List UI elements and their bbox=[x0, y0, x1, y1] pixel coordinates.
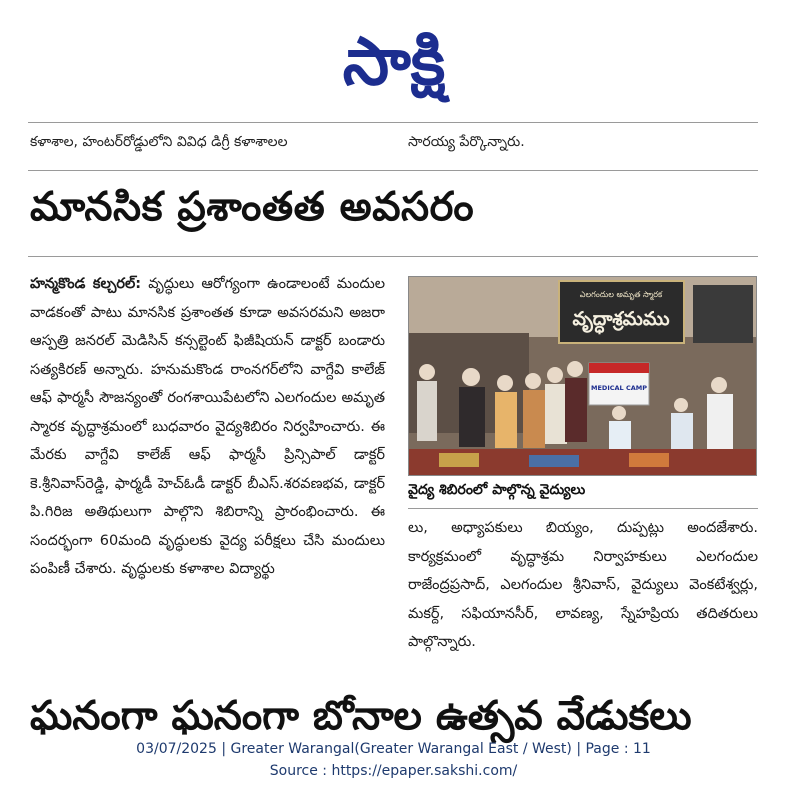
sakshi-logo-icon bbox=[294, 18, 494, 102]
next-headline-text: ఘనంగా ఘనంగా బోనాల ఉత్సవ వేడుకలు bbox=[30, 693, 692, 739]
photo-banner-subtext: ఎలగందుల అమృత స్మారక bbox=[579, 290, 663, 299]
photo-sign-text: MEDICAL CAMP bbox=[591, 384, 647, 392]
medical-camp-photo-icon bbox=[409, 277, 756, 475]
next-headline-fragment bbox=[30, 693, 760, 739]
body-divider bbox=[28, 256, 758, 257]
footer-source: Source : https://epaper.sakshi.com/ bbox=[269, 763, 518, 779]
header-divider bbox=[28, 122, 758, 123]
top-strip-right: సారయ్య పేర్కొన్నారు. bbox=[408, 134, 525, 150]
body-left-text: వృద్ధులు ఆరోగ్యంగా ఉండాలంటే మందుల వాడకంతో పాటు మానసిక ప్రశాంతత కూడా అవసరమని అజరా ఆస్పత్రి జనరల్‌ మెడిసిన్‌ కన్సల్టెంట్‌ ఫిజీషియన్‌ డాక్టర్‌ బండారు సత్యకిరణ్‌ అన్నారు. హనుమకొండ రాంనగర్‌లోని వాగ్దేవి కాలేజ్‌ ఆఫ్‌ ఫార్మసీ సౌజన్యంతో రంగశాయిపేటలోని ఎలగందుల అమృత స్మారక వృద్ధాశ్రమంలో బుధవారం వైద్యశిబిరం నిర్వహించారు. ఈ మేరకు వాగ్దేవి కాలేజ్‌ ఆఫ్‌ ఫార్మసీ ప్రిన్సిపాల్‌ డాక్టర్‌ కె.శ్రీనివాస్‌రెడ్డి, ఫార్మడీ హెచ్‌ఓడీ డాక్టర్‌ బీఎస్‌.శరవణభవ, డాక్టర్‌ పి.గిరిజ అతిథులుగా పాల్గొని శిబిరాన్ని ప్రారంభించారు. ఈ సందర్భంగా 60మంది వృద్ధులకు వైద్య పరీక్షలు చేసి మందులు పంపిణీ చేశారు. వృద్ధులకు కళాశాల విద్యార్థు bbox=[30, 276, 385, 577]
top-strip-left: కళాశాల, హంటర్‌రోడ్డులోని వివిధ డిగ్రీ కళాశాలల bbox=[30, 134, 288, 150]
headline-divider bbox=[28, 170, 758, 171]
article-body-right: లు, అధ్యాపకులు బియ్యం, దుప్పట్లు అందజేశారు. కార్యక్రమంలో వృద్ధాశ్రమ నిర్వాహకులు ఎలగందుల రాజేంద్రప్రసాద్‌, ఎలగందుల శ్రీనివాస్‌, వైద్యులు వెంకటేశ్వర్లు, మకర్ద్‌, సఫియానసీర్‌, లావణ్య, స్నేహప్రియ తదితరులు పాల్గొన్నారు. bbox=[408, 520, 758, 650]
logo-text: సాక్షి bbox=[342, 23, 445, 100]
page-footer bbox=[0, 738, 787, 782]
photo-caption: వైద్య శిబిరంలో పాల్గొన్న వైద్యులు bbox=[408, 482, 586, 498]
article-body-left bbox=[30, 270, 385, 584]
footer-date-edition: 03/07/2025 | Greater Warangal(Greater Warangal East / West) | Page : 11 bbox=[136, 741, 651, 757]
article-photo bbox=[408, 276, 757, 476]
dateline: హన్మకొండ కల్చరల్‌: bbox=[30, 276, 142, 292]
masthead-logo bbox=[0, 10, 787, 110]
photo-banner-text: వృద్ధాశ్రమము bbox=[572, 308, 670, 330]
caption-divider bbox=[408, 508, 758, 509]
article-headline: మానసిక ప్రశాంతత అవసరం bbox=[30, 184, 475, 230]
